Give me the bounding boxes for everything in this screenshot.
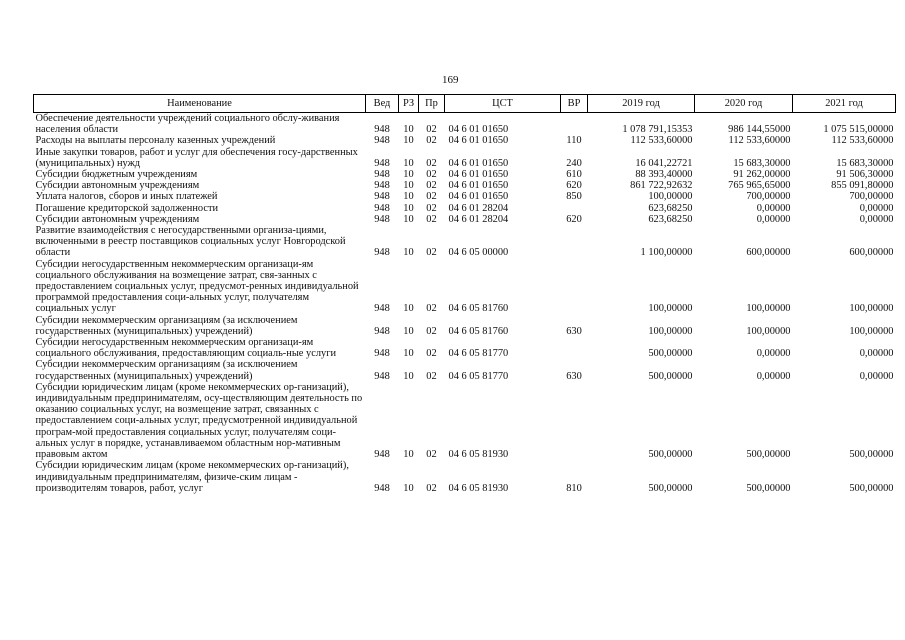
row-rz: 10 (403, 169, 414, 181)
row-rz: 10 (403, 180, 414, 192)
row-ved: 948 (374, 370, 390, 382)
row-ved: 948 (374, 303, 390, 315)
row-ved: 948 (374, 180, 390, 192)
row-2020: 100,00000 (746, 325, 791, 337)
table-row (34, 113, 896, 136)
table-header (34, 95, 896, 113)
row-2020: 500,00000 (746, 482, 791, 494)
header-cst: ЦСТ (445, 95, 561, 113)
row-ved: 948 (374, 449, 390, 461)
row-rz: 10 (403, 247, 414, 259)
row-cst: 04 6 01 28204 (448, 202, 509, 214)
row-cst: 04 6 01 28204 (448, 213, 509, 225)
row-pr: 02 (426, 370, 437, 382)
table-row (34, 191, 896, 202)
row-cst: 04 6 01 01650 (448, 191, 509, 203)
row-2021: 15 683,30000 (836, 157, 894, 169)
row-2021: 0,00000 (859, 348, 894, 360)
row-2021: 500,00000 (849, 449, 894, 461)
row-pr: 02 (426, 135, 437, 147)
row-name: Субсидии юридическим лицам (кроме некоммерческих ор-ганизаций), индивидуальным предпринимателям, физиче-ским лицам - производителям товаров, работ, услуг (35, 460, 349, 494)
table-row (34, 337, 896, 359)
row-rz: 10 (403, 202, 414, 214)
row-2019: 623,68250 (648, 202, 693, 214)
row-2019: 623,68250 (648, 213, 693, 225)
header-2020: 2020 год (695, 95, 793, 113)
table-row (34, 315, 896, 337)
row-2020: 15 683,30000 (733, 157, 791, 169)
row-vr (561, 203, 588, 214)
row-ved: 948 (374, 482, 390, 494)
header-vr: ВР (561, 95, 588, 113)
row-ved: 948 (374, 124, 390, 136)
budget-table-container (33, 94, 894, 494)
row-vr (561, 113, 588, 136)
row-vr: 850 (566, 191, 582, 203)
row-pr: 02 (426, 449, 437, 461)
header-rz: РЗ (399, 95, 419, 113)
row-pr: 02 (426, 202, 437, 214)
row-rz: 10 (403, 157, 414, 169)
row-2021: 600,00000 (849, 247, 894, 259)
row-name: Субсидии негосударственным некоммерческим организаци-ям социального обслуживания, предоставляющим социаль-ные услуги (35, 337, 337, 360)
row-pr: 02 (426, 482, 437, 494)
table-row (34, 214, 896, 225)
row-vr: 620 (566, 213, 582, 225)
row-rz: 10 (403, 325, 414, 337)
row-2021: 100,00000 (849, 303, 894, 315)
row-vr: 630 (566, 325, 582, 337)
row-ved: 948 (374, 157, 390, 169)
row-pr: 02 (426, 325, 437, 337)
row-vr (561, 259, 588, 315)
header-2019: 2019 год (588, 95, 695, 113)
row-name: Погашение кредиторской задолженности (35, 202, 219, 214)
row-vr (561, 225, 588, 259)
row-2021: 112 533,60000 (831, 135, 894, 147)
row-2019: 100,00000 (648, 303, 693, 315)
row-2020: 0,00000 (756, 213, 791, 225)
row-vr (561, 382, 588, 460)
row-2019: 500,00000 (648, 370, 693, 382)
row-ved: 948 (374, 191, 390, 203)
row-vr: 620 (566, 180, 582, 192)
row-cst: 04 6 05 81770 (448, 370, 509, 382)
row-name: Субсидии автономным учреждениям (35, 213, 200, 225)
table-row (34, 169, 896, 180)
row-2019: 88 393,40000 (635, 169, 693, 181)
row-name: Расходы на выплаты персоналу казенных учреждений (35, 135, 276, 147)
row-cst: 04 6 05 81930 (448, 482, 509, 494)
row-name: Субсидии некоммерческим организациям (за исключением государственных (муниципальных) учреждений) (35, 359, 298, 382)
row-2019: 16 041,22721 (635, 157, 693, 169)
row-rz: 10 (403, 449, 414, 461)
row-2019: 100,00000 (648, 191, 693, 203)
table-row (34, 147, 896, 169)
row-pr: 02 (426, 157, 437, 169)
row-ved: 948 (374, 247, 390, 259)
row-2021: 0,00000 (859, 202, 894, 214)
row-2019: 500,00000 (648, 449, 693, 461)
row-pr: 02 (426, 303, 437, 315)
row-2020: 91 262,00000 (733, 169, 791, 181)
row-pr: 02 (426, 213, 437, 225)
table-row (34, 180, 896, 191)
row-2021: 500,00000 (849, 482, 894, 494)
row-ved: 948 (374, 325, 390, 337)
row-2019: 100,00000 (648, 325, 693, 337)
row-2020: 700,00000 (746, 191, 791, 203)
row-vr: 110 (566, 135, 582, 147)
row-2020: 100,00000 (746, 303, 791, 315)
row-name: Субсидии юридическим лицам (кроме некоммерческих ор-ганизаций), индивидуальным предпринимателям, осу-ществляющим деятельность по оказанию социальных услуг, на возмещение затрат, связанных с предоставлением соци-альных услуг, предусмотренной индивидуальной програм-мой предоставления социальных услуг, получателям соци-альных услуг в порядке, устанавливаемом областным нор-мативным правовым актом (35, 381, 363, 461)
row-2019: 861 722,92632 (630, 180, 693, 192)
row-2019: 112 533,60000 (630, 135, 693, 147)
row-ved: 948 (374, 348, 390, 360)
row-cst: 04 6 01 01650 (448, 124, 509, 136)
row-name: Субсидии автономным учреждениям (35, 180, 200, 192)
row-rz: 10 (403, 213, 414, 225)
row-cst: 04 6 01 01650 (448, 135, 509, 147)
row-2021: 700,00000 (849, 191, 894, 203)
row-pr: 02 (426, 180, 437, 192)
row-cst: 04 6 01 01650 (448, 180, 509, 192)
row-2020: 0,00000 (756, 202, 791, 214)
row-2019: 1 078 791,15353 (622, 124, 693, 136)
row-rz: 10 (403, 370, 414, 382)
row-rz: 10 (403, 348, 414, 360)
row-2021: 91 506,30000 (836, 169, 894, 181)
row-ved: 948 (374, 135, 390, 147)
row-cst: 04 6 01 01650 (448, 169, 509, 181)
row-name: Уплата налогов, сборов и иных платежей (35, 191, 218, 203)
row-cst: 04 6 05 81930 (448, 449, 509, 461)
row-2020: 765 965,65000 (728, 180, 791, 192)
row-cst: 04 6 05 00000 (448, 247, 509, 259)
header-pr: Пр (419, 95, 445, 113)
header-2021: 2021 год (793, 95, 896, 113)
row-name: Обеспечение деятельности учреждений социального обслу-живания населения области (35, 113, 340, 136)
row-name: Иные закупки товаров, работ и услуг для обеспечения госу-дарственных (муниципальных) нужд (35, 146, 358, 169)
row-pr: 02 (426, 191, 437, 203)
row-ved: 948 (374, 213, 390, 225)
table-row (34, 460, 896, 494)
row-vr: 810 (566, 482, 582, 494)
row-2021: 0,00000 (859, 213, 894, 225)
row-2020: 986 144,55000 (728, 124, 791, 136)
row-2021: 855 091,80000 (831, 180, 894, 192)
row-2020: 500,00000 (746, 449, 791, 461)
row-rz: 10 (403, 482, 414, 494)
row-pr: 02 (426, 169, 437, 181)
row-rz: 10 (403, 191, 414, 203)
table-row (34, 259, 896, 315)
row-pr: 02 (426, 247, 437, 259)
row-name: Субсидии негосударственным некоммерческим организаци-ям социального обслуживания на возмещение затрат, свя-занных с предоставлением социальных услуг, предусмот-ренных индивидуальной программой предоставления соци-альных услуг, получателям социальных услуг (35, 258, 359, 315)
row-2020: 0,00000 (756, 348, 791, 360)
table-row (34, 225, 896, 259)
row-pr: 02 (426, 348, 437, 360)
row-cst: 04 6 05 81770 (448, 348, 509, 360)
row-ved: 948 (374, 202, 390, 214)
table-row (34, 359, 896, 381)
row-2020: 0,00000 (756, 370, 791, 382)
row-cst: 04 6 01 01650 (448, 157, 509, 169)
table-row (34, 203, 896, 214)
table-row (34, 135, 896, 146)
row-cst: 04 6 05 81760 (448, 303, 509, 315)
row-name: Субсидии некоммерческим организациям (за исключением государственных (муниципальных) учреждений) (35, 314, 298, 337)
header-ved: Вед (366, 95, 399, 113)
row-vr (561, 337, 588, 359)
row-vr: 240 (566, 157, 582, 169)
row-2021: 1 075 515,00000 (823, 124, 894, 136)
table-row (34, 382, 896, 460)
page-number: 169 (442, 74, 459, 86)
row-pr: 02 (426, 124, 437, 136)
table-body (34, 113, 896, 494)
row-name: Развитие взаимодействия с негосударственными организа-циями, включенными в реестр поставщиков социальных услуг Новгородской области (35, 225, 346, 259)
row-vr: 630 (566, 370, 582, 382)
row-rz: 10 (403, 135, 414, 147)
row-rz: 10 (403, 124, 414, 136)
budget-table (33, 94, 896, 494)
header-name: Наименование (34, 95, 366, 113)
row-2019: 500,00000 (648, 348, 693, 360)
row-name: Субсидии бюджетным учреждениям (35, 169, 198, 181)
row-2020: 112 533,60000 (728, 135, 791, 147)
row-cst: 04 6 05 81760 (448, 325, 509, 337)
row-rz: 10 (403, 303, 414, 315)
row-2019: 500,00000 (648, 482, 693, 494)
row-vr: 610 (566, 169, 582, 181)
row-ved: 948 (374, 169, 390, 181)
row-2019: 1 100,00000 (640, 247, 693, 259)
row-2021: 100,00000 (849, 325, 894, 337)
row-2020: 600,00000 (746, 247, 791, 259)
row-2021: 0,00000 (859, 370, 894, 382)
